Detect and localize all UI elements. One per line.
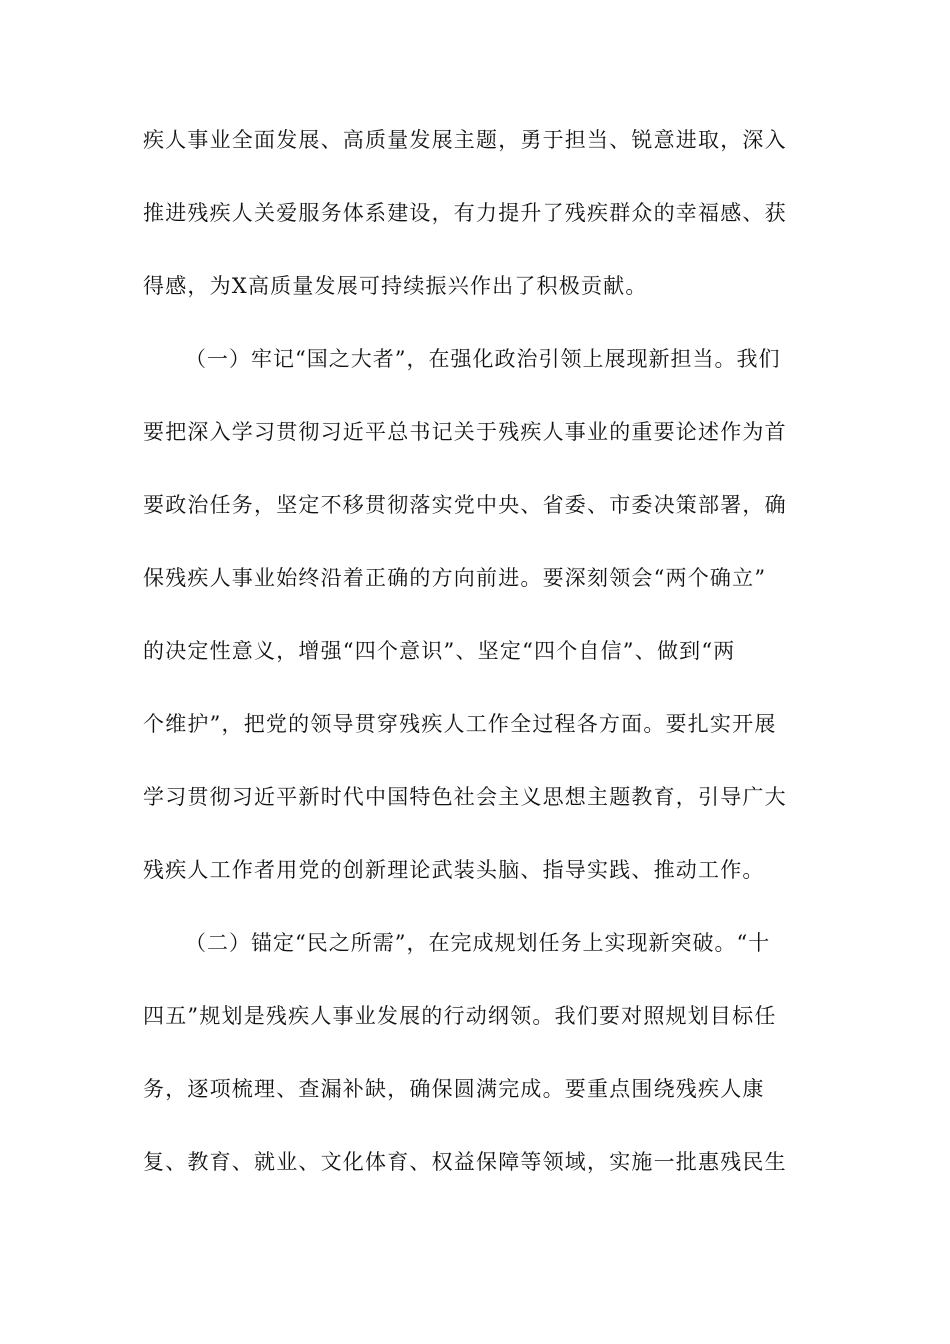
- paragraph-start-line: （一）牢记“国之大者”，在强化政治引领上展现新担当。我们: [185, 347, 781, 371]
- text-line: 推进残疾人关爱服务体系建设，有力提升了残疾群众的幸福感、获: [143, 201, 787, 225]
- document-body: [143, 104, 808, 1199]
- text-line: 个维护”，把党的领导贯穿残疾人工作全过程各方面。要扎实开展: [143, 712, 777, 736]
- text-line: 复、教育、就业、文化体育、权益保障等领域，实施一批惠残民生: [143, 1150, 787, 1174]
- text-line: 得感，为X高质量发展可持续振兴作出了积极贡献。: [143, 274, 648, 298]
- text-line: 要政治任务，坚定不移贯彻落实党中央、省委、市委决策部署，确: [143, 493, 787, 517]
- text-line: 的决定性意义，增强“四个意识”、坚定“四个自信”、做到“两: [143, 639, 736, 663]
- text-line: 疾人事业全面发展、高质量发展主题，勇于担当、锐意进取，深入: [143, 128, 787, 152]
- text-line: 学习贯彻习近平新时代中国特色社会主义思想主题教育，引导广大: [143, 785, 787, 809]
- paragraph-start-line: （二）锚定“民之所需”，在完成规划任务上实现新突破。“十: [185, 931, 771, 955]
- text-line: 四五”规划是残疾人事业发展的行动纲领。我们要对照规划目标任: [143, 1004, 777, 1028]
- text-line: 要把深入学习贯彻习近平总书记关于残疾人事业的重要论述作为首: [143, 420, 787, 444]
- text-line: 残疾人工作者用党的创新理论武装头脑、指导实践、推动工作。: [143, 858, 765, 882]
- text-line: 务，逐项梳理、查漏补缺，确保圆满完成。要重点围绕残疾人康: [143, 1077, 765, 1101]
- text-line: 保残疾人事业始终沿着正确的方向前进。要深刻领会“两个确立”: [143, 566, 767, 590]
